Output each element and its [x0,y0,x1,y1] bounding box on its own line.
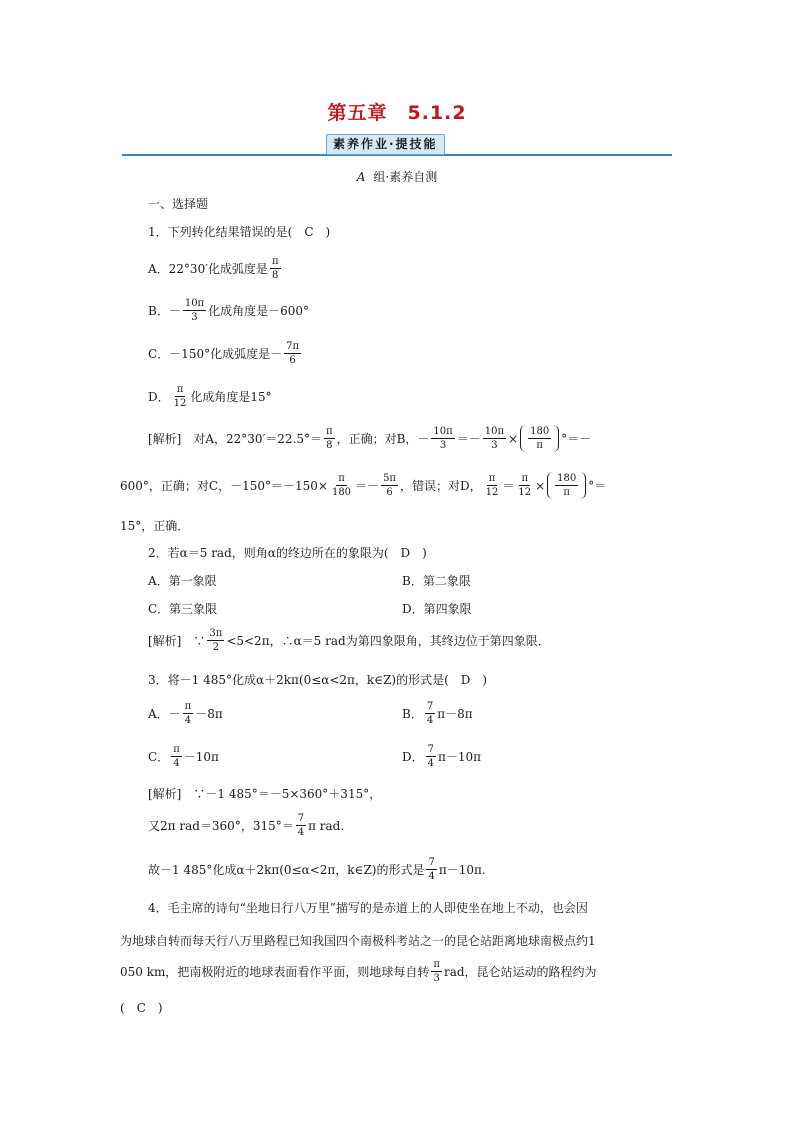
q1-sol1-text-a: [解析] 对A，22°30′＝22.5°＝ [148,432,323,446]
q1-sol2-text-c: ，错误；对D， [400,479,482,493]
q1-sol1-frac-2: $\frac{10\pi}{3}$ [433,426,453,451]
section-label: 一、选择题 [148,197,209,211]
q1-solution-line-3: 15°，正确． [120,519,190,533]
q3-b-prefix: B． [402,707,423,721]
q4-stem-line-1: 4．毛主席的诗句“坐地日行八万里”描写的是赤道上的人即使坐在地上不动，也会因 [148,901,588,915]
q2-option-a: A．第一象限 [148,574,217,588]
q4-line3-text-b: rad，昆仑站运动的路程约为 [443,965,597,979]
q1-solution-line-2 [120,472,606,499]
q1-option-c [148,340,303,367]
q1-option-b [148,297,309,324]
page-title: 第五章 5.1.2 [327,102,467,124]
q1-sol2-text-f: °＝ [588,479,607,493]
q3-d-prefix: D． [402,750,424,764]
q3-d-fraction: $\frac{7}{4}$ [427,744,434,769]
q1-sol2-frac-3: $\frac{\pi}{12}$ [485,473,499,498]
q3-sol3-text-b: π－10π. [438,863,486,877]
q3-option-b [402,700,473,727]
q1-sol2-frac-1: $\frac{\pi}{180}$ [331,473,352,498]
q3-stem: 3．将－1 485°化成α＋2kπ(0≤α<2π，k∈Z)的形式是( D ) [148,673,488,687]
q3-solution-line-2 [148,812,344,839]
q3-c-prefix: C． [148,750,170,764]
q1-d-fraction: $\frac{\pi}{12}$ [173,384,187,409]
q1-sol1-text-e: °＝－ [561,432,592,446]
q2-solution [148,627,550,654]
q1-option-a [148,255,283,282]
q1-solution-line-1 [148,425,591,452]
q3-sol3-text-a: 故－1 485°化成α＋2kπ(0≤α<2π，k∈Z)的形式是 [148,863,425,877]
q2-stem: 2．若α＝5 rad，则角α的终边所在的象限为( D ) [148,546,427,560]
q1-sol2-paren [547,472,586,499]
q3-a-prefix: A．－ [148,707,181,721]
q1-b-text: 化成角度是－600° [208,304,310,318]
q1-sol2-frac-4: $\frac{\pi}{12}$ [518,473,532,498]
q4-stem-line-3 [120,958,597,985]
q1-d-prefix: D． [148,390,170,404]
q2-sol-fraction: $\frac{3\pi}{2}$ [209,628,223,653]
q1-sol1-frac-1: $\frac{\pi}{8}$ [326,426,333,451]
q1-c-fraction: $\frac{7\pi}{6}$ [286,341,300,366]
q3-d-text: π－10π [438,750,482,764]
q4-answer: ( C ) [120,1001,163,1015]
q1-stem: 1．下列转化结果错误的是( C ) [148,225,331,239]
q3-sol2-fraction: $\frac{7}{4}$ [297,813,305,838]
q1-c-text: C．－150°化成弧度是－ [148,347,283,361]
q2-option-c: C．第三象限 [148,602,218,616]
q1-sol1-text-c: ＝－ [456,432,481,446]
q4-line3-text-a: 050 km，把南极附近的地球表面看作平面，则地球每自转 [120,965,430,979]
q1-option-d [148,383,272,410]
q3-c-fraction: $\frac{\pi}{4}$ [173,744,180,769]
q4-stem-line-2: 为地球自转而每天行八万里路程已知我国四个南极科考站之一的昆仑站距离地球南极点约1 [120,934,596,948]
q1-b-prefix: B．－ [148,304,181,318]
q3-option-c [148,743,219,770]
q2-sol-text-b: <5<2π，∴α＝5 rad为第四象限角，其终边位于第四象限． [226,634,550,648]
q2-option-b: B．第二象限 [402,574,471,588]
q3-option-d [402,743,481,770]
q3-solution-line-3 [148,856,486,883]
q3-a-text: －8π [195,707,223,721]
group-letter: A [356,170,366,184]
group-label: 组·素养自测 [373,170,438,184]
q3-option-a [148,700,223,727]
q1-b-fraction: $\frac{10\pi}{3}$ [184,298,205,323]
q1-a-text: A．22°30′化成弧度是 [148,262,268,276]
q3-b-fraction: $\frac{7}{4}$ [426,701,434,726]
q1-sol2-text-a: 600°，正确；对C，－150°＝－150× [120,479,328,493]
q3-c-text: －10π [183,750,219,764]
q3-sol3-fraction: $\frac{7}{4}$ [428,857,435,882]
q3-solution-line-1: [解析] ∵－1 485°＝－5×360°＋315°， [148,787,382,801]
q1-sol1-frac-4: $\frac{180}{\pi}$ [530,426,550,451]
q1-sol1-text-b: ，正确；对B，－ [336,432,430,446]
q3-sol2-text-a: 又2π rad＝360°，315°＝ [148,819,294,833]
q3-a-fraction: $\frac{\pi}{4}$ [184,701,192,726]
q1-sol1-paren [520,425,559,452]
q1-sol2-text-e: × [535,478,546,493]
q2-option-d: D．第四象限 [402,602,472,616]
q1-sol2-text-b: ＝－ [355,479,380,493]
q1-sol2-text-d: ＝ [502,479,515,493]
q1-sol1-frac-3: $\frac{10\pi}{3}$ [484,426,505,451]
q3-sol2-text-b: π rad. [308,818,345,833]
q1-d-text: 化成角度是15° [190,390,272,404]
q1-sol1-text-d: × [508,431,519,446]
q1-sol2-frac-5: $\frac{180}{\pi}$ [557,473,577,498]
q3-b-text: π－8π [437,707,473,721]
group-heading [0,168,794,185]
q4-line3-fraction: $\frac{\pi}{3}$ [433,959,440,984]
q1-sol2-frac-2: $\frac{5\pi}{6}$ [383,473,396,498]
section-banner: 素养作业·提技能 [326,134,445,155]
q2-sol-text-a: [解析] ∵ [148,634,206,648]
q1-a-fraction: $\frac{\pi}{8}$ [271,256,279,281]
